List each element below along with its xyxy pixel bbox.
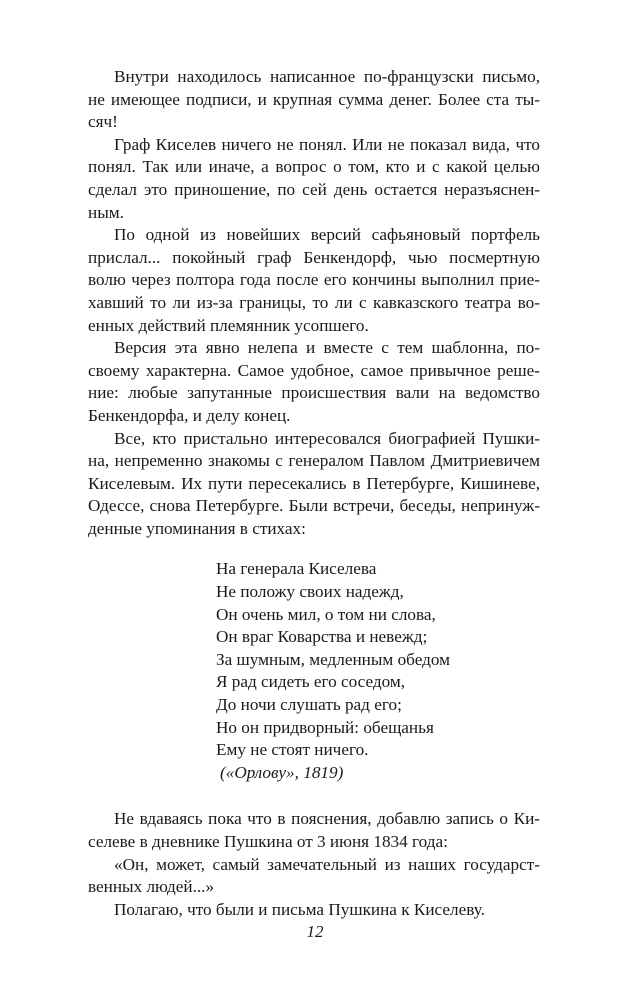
poem-line: Не положу своих надежд,: [216, 582, 404, 602]
poem-line: На генерала Киселева: [216, 559, 377, 579]
text-line: Граф Киселев ничего не понял. Или не показал вида, что: [114, 134, 540, 154]
text-line: Не вдаваясь пока что в пояснения, добавлю запись о Ки-: [114, 809, 540, 829]
page-body: [88, 66, 540, 921]
poem-line: Я рад сидеть его соседом,: [216, 672, 406, 692]
text-line: енных действий племянник усопшего.: [88, 315, 369, 335]
text-line: понял. Так или иначе, а вопрос о том, кто и с какой целью: [88, 157, 540, 177]
paragraph: [88, 337, 540, 427]
poem-line: Но он придворный: обещанья: [216, 717, 434, 737]
paragraph: [88, 66, 540, 134]
paragraph: [88, 134, 540, 224]
poem-source: («Орлову», 1819): [220, 762, 344, 782]
poem-line: До ночи слушать рад его;: [216, 695, 402, 715]
page-number: 12: [306, 922, 324, 941]
quotation-paragraph: [88, 854, 540, 899]
text-line: Бенкендорфа, и делу конец.: [88, 405, 291, 425]
text-line: венных людей...»: [88, 877, 215, 897]
text-line: сделал это приношение, по сей день остается неразъяснен-: [88, 179, 540, 199]
text-line: ние: любые запутанные происшествия вали на ведомство: [88, 383, 540, 403]
text-line: «Он, может, самый замечательный из наших государст-: [114, 854, 540, 874]
text-line: ным.: [88, 202, 124, 222]
text-line: на, непременно знакомы с генералом Павлом Дмитриевичем: [88, 451, 540, 471]
text-line: Киселевым. Их пути пересекались в Петербурге, Кишиневе,: [88, 473, 540, 493]
paragraph: [88, 899, 540, 922]
poem-line: Он очень мил, о том ни слова,: [216, 604, 436, 624]
text-line: Версия эта явно нелепа и вместе с тем шаблонна, по-: [114, 338, 540, 358]
text-line: Полагаю, что были и письма Пушкина к Киселеву.: [114, 899, 485, 919]
text-after-poem: [88, 808, 540, 921]
paragraph: [88, 808, 540, 853]
text-line: волю через полтора года после его кончины выполнил прие-: [88, 270, 540, 290]
text-line: Все, кто пристально интересовался биографией Пушки-: [114, 428, 540, 448]
poem-line: Он враг Коварства и невежд;: [216, 627, 428, 647]
text-line: не имеющее подписи, и крупная сумма денег. Более ста ты-: [88, 89, 540, 109]
poem-block: [216, 558, 540, 784]
text-line: Одессе, снова Петербурге. Были встречи, беседы, непринуж-: [88, 496, 540, 516]
text-line: своему характерна. Самое удобное, самое привычное реше-: [88, 360, 540, 380]
text-line: сяч!: [88, 112, 118, 132]
paragraph: [88, 428, 540, 541]
paragraph: [88, 224, 540, 337]
text-line: По одной из новейших версий сафьяновый портфель: [114, 225, 540, 245]
text-line: денные упоминания в стихах:: [88, 518, 306, 538]
text-line: прислал... покойный граф Бенкендорф, чью посмертную: [88, 247, 540, 267]
text-line: хавший то ли из-за границы, то ли с кавказского театра во-: [88, 292, 540, 312]
poem-line: За шумным, медленным обедом: [216, 649, 450, 669]
poem-line: Ему не стоят ничего.: [216, 740, 369, 760]
text-line: Внутри находилось написанное по-французски письмо,: [114, 67, 540, 86]
text-line: селеве в дневнике Пушкина от 3 июня 1834 года:: [88, 832, 448, 851]
